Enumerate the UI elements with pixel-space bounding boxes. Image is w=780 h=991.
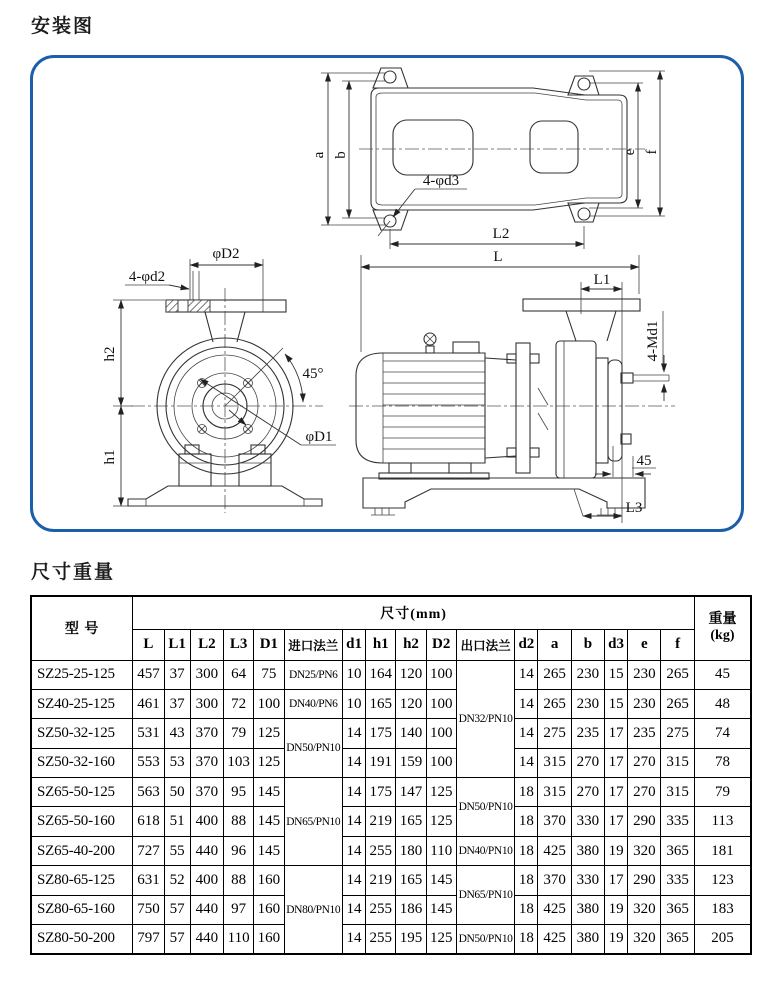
cell-h1: 255 <box>366 925 396 954</box>
cell-L3: 64 <box>224 660 254 689</box>
cell-d3: 17 <box>605 748 628 777</box>
side-view-pump-unit <box>349 272 675 523</box>
cell-L: 563 <box>133 778 164 807</box>
table-row <box>31 719 751 748</box>
col-header-f: f <box>661 629 694 660</box>
cell-f: 335 <box>661 866 694 895</box>
cell-d2: 18 <box>515 778 538 807</box>
cell-D2: 110 <box>426 836 456 865</box>
col-header-L: L <box>133 629 164 660</box>
col-header-L1: L1 <box>164 629 190 660</box>
col-header-a: a <box>538 629 571 660</box>
cell-e: 320 <box>628 836 661 865</box>
col-header-size-group: 尺寸(mm) <box>133 596 695 629</box>
cell-L: 727 <box>133 836 164 865</box>
cell-h2: 180 <box>396 836 426 865</box>
cell-b: 235 <box>571 719 604 748</box>
cell-d2: 18 <box>515 866 538 895</box>
cell-outlet-flange: DN40/PN10 <box>456 836 514 865</box>
cell-e: 290 <box>628 807 661 836</box>
cell-f: 275 <box>661 719 694 748</box>
table-row <box>31 778 751 807</box>
cell-b: 270 <box>571 748 604 777</box>
cell-d2: 18 <box>515 895 538 924</box>
cell-a: 265 <box>538 689 571 718</box>
cell-L3: 103 <box>224 748 254 777</box>
cell-L3: 88 <box>224 807 254 836</box>
cell-L2: 370 <box>190 748 223 777</box>
cell-f: 265 <box>661 660 694 689</box>
cell-a: 265 <box>538 660 571 689</box>
dim-label-4-Md1: 4-Md1 <box>645 320 661 362</box>
cell-D2: 145 <box>426 895 456 924</box>
cell-outlet-flange: DN50/PN10 <box>456 778 514 837</box>
cell-D2: 145 <box>426 866 456 895</box>
cell-D2: 125 <box>426 807 456 836</box>
cell-e: 270 <box>628 778 661 807</box>
dim-label-4-d2: 4-φd2 <box>128 269 166 285</box>
cell-D1: 100 <box>254 689 284 718</box>
cell-inlet-flange: DN40/PN6 <box>284 689 342 718</box>
cell-D2: 125 <box>426 778 456 807</box>
cell-a: 275 <box>538 719 571 748</box>
cell-a: 315 <box>538 748 571 777</box>
table-row <box>31 895 751 924</box>
cell-L3: 110 <box>224 925 254 954</box>
cell-d1: 14 <box>342 925 365 954</box>
dimensions-weight-table <box>30 595 752 955</box>
cell-d2: 18 <box>515 925 538 954</box>
cell-L3: 96 <box>224 836 254 865</box>
cell-weight: 78 <box>694 748 751 777</box>
cell-b: 270 <box>571 778 604 807</box>
cell-weight: 181 <box>694 836 751 865</box>
cell-h2: 165 <box>396 866 426 895</box>
cell-inlet-flange: DN50/PN10 <box>284 719 342 778</box>
cell-d1: 10 <box>342 689 365 718</box>
cell-weight: 123 <box>694 866 751 895</box>
cell-d1: 14 <box>342 895 365 924</box>
weight-header-line1: 重量 <box>708 612 737 628</box>
top-view-baseplate <box>311 68 665 352</box>
cell-d2: 18 <box>515 836 538 865</box>
cell-h2: 165 <box>396 807 426 836</box>
cell-L: 553 <box>133 748 164 777</box>
cell-D1: 160 <box>254 895 284 924</box>
dim-label-L1: L1 <box>593 272 611 288</box>
cell-L2: 370 <box>190 778 223 807</box>
cell-b: 380 <box>571 895 604 924</box>
cell-e: 230 <box>628 660 661 689</box>
cell-h2: 120 <box>396 689 426 718</box>
cell-b: 380 <box>571 836 604 865</box>
cell-D1: 160 <box>254 925 284 954</box>
cell-e: 270 <box>628 748 661 777</box>
cell-model: SZ80-65-125 <box>31 866 133 895</box>
cell-L2: 440 <box>190 925 223 954</box>
dim-label-f: f <box>644 149 660 155</box>
cell-inlet-flange: DN80/PN10 <box>284 866 342 954</box>
cell-L1: 37 <box>164 689 190 718</box>
cell-d3: 17 <box>605 719 628 748</box>
cell-L2: 370 <box>190 719 223 748</box>
cell-L: 461 <box>133 689 164 718</box>
cell-model: SZ80-50-200 <box>31 925 133 954</box>
col-header-d3: d3 <box>605 629 628 660</box>
dim-label-e: e <box>622 148 638 156</box>
dim-label-h1: h1 <box>102 449 118 465</box>
cell-L: 797 <box>133 925 164 954</box>
dim-label-D1: φD1 <box>305 429 333 445</box>
col-header-d1: d1 <box>342 629 365 660</box>
cell-L3: 95 <box>224 778 254 807</box>
cell-D1: 145 <box>254 807 284 836</box>
cell-d1: 14 <box>342 866 365 895</box>
cell-D2: 100 <box>426 660 456 689</box>
col-header-e: e <box>628 629 661 660</box>
cell-L: 631 <box>133 866 164 895</box>
dim-label-4-d3: 4-φd3 <box>422 173 460 189</box>
cell-weight: 74 <box>694 719 751 748</box>
dim-label-h2: h2 <box>102 346 118 362</box>
cell-L2: 400 <box>190 807 223 836</box>
cell-inlet-flange: DN65/PN10 <box>284 778 342 866</box>
table-row <box>31 866 751 895</box>
cell-d3: 17 <box>605 866 628 895</box>
cell-L1: 50 <box>164 778 190 807</box>
cell-f: 315 <box>661 748 694 777</box>
dim-label-45: 45 <box>636 453 652 469</box>
cell-d1: 14 <box>342 719 365 748</box>
cell-L1: 37 <box>164 660 190 689</box>
cell-f: 365 <box>661 895 694 924</box>
dim-label-b: b <box>333 151 349 159</box>
cell-outlet-flange: DN50/PN10 <box>456 925 514 954</box>
cell-b: 330 <box>571 866 604 895</box>
cell-D1: 125 <box>254 748 284 777</box>
cell-f: 335 <box>661 807 694 836</box>
cell-a: 425 <box>538 895 571 924</box>
cell-model: SZ65-50-160 <box>31 807 133 836</box>
front-view-pump <box>102 246 336 513</box>
cell-d2: 14 <box>515 660 538 689</box>
cell-f: 365 <box>661 925 694 954</box>
cell-e: 290 <box>628 866 661 895</box>
cell-e: 235 <box>628 719 661 748</box>
cell-D1: 160 <box>254 866 284 895</box>
col-header-L2: L2 <box>190 629 223 660</box>
cell-L2: 400 <box>190 866 223 895</box>
cell-L: 750 <box>133 895 164 924</box>
cell-L1: 51 <box>164 807 190 836</box>
cell-D1: 145 <box>254 836 284 865</box>
cell-model: SZ65-40-200 <box>31 836 133 865</box>
table-row <box>31 660 751 689</box>
cell-L3: 72 <box>224 689 254 718</box>
col-header-L3: L3 <box>224 629 254 660</box>
cell-weight: 79 <box>694 778 751 807</box>
dim-label-L: L <box>493 249 503 265</box>
cell-model: SZ50-32-160 <box>31 748 133 777</box>
cell-weight: 183 <box>694 895 751 924</box>
cell-a: 370 <box>538 866 571 895</box>
cell-d1: 14 <box>342 807 365 836</box>
cell-h1: 255 <box>366 836 396 865</box>
cell-L1: 43 <box>164 719 190 748</box>
cell-a: 315 <box>538 778 571 807</box>
cell-outlet-flange: DN65/PN10 <box>456 866 514 925</box>
cell-d2: 14 <box>515 719 538 748</box>
cell-L1: 57 <box>164 925 190 954</box>
cell-weight: 45 <box>694 660 751 689</box>
table-row <box>31 748 751 777</box>
cell-b: 330 <box>571 807 604 836</box>
col-header-weight <box>694 596 751 660</box>
dim-label-L3: L3 <box>625 500 643 516</box>
cell-d1: 14 <box>342 748 365 777</box>
cell-a: 425 <box>538 836 571 865</box>
cell-d3: 17 <box>605 778 628 807</box>
cell-L2: 440 <box>190 895 223 924</box>
col-header-b: b <box>571 629 604 660</box>
cell-d1: 10 <box>342 660 365 689</box>
dim-label-L2: L2 <box>492 226 510 242</box>
cell-model: SZ80-65-160 <box>31 895 133 924</box>
cell-d3: 19 <box>605 895 628 924</box>
cell-h2: 159 <box>396 748 426 777</box>
cell-D1: 145 <box>254 778 284 807</box>
cell-model: SZ50-32-125 <box>31 719 133 748</box>
col-header-h2: h2 <box>396 629 426 660</box>
cell-D2: 125 <box>426 925 456 954</box>
cell-d3: 19 <box>605 925 628 954</box>
cell-d3: 15 <box>605 660 628 689</box>
cell-h2: 120 <box>396 660 426 689</box>
cell-L2: 300 <box>190 660 223 689</box>
cell-e: 320 <box>628 895 661 924</box>
cell-L1: 57 <box>164 895 190 924</box>
cell-L1: 53 <box>164 748 190 777</box>
dim-label-a: a <box>311 151 327 159</box>
cell-weight: 113 <box>694 807 751 836</box>
col-header-model: 型 号 <box>31 596 133 660</box>
cell-L2: 300 <box>190 689 223 718</box>
cell-h1: 164 <box>366 660 396 689</box>
table-row <box>31 689 751 718</box>
installation-diagram-panel <box>30 55 744 532</box>
cell-d3: 17 <box>605 807 628 836</box>
cell-h1: 175 <box>366 778 396 807</box>
cell-f: 265 <box>661 689 694 718</box>
cell-weight: 205 <box>694 925 751 954</box>
cell-h1: 255 <box>366 895 396 924</box>
cell-e: 320 <box>628 925 661 954</box>
cell-inlet-flange: DN25/PN6 <box>284 660 342 689</box>
cell-h2: 147 <box>396 778 426 807</box>
cell-model: SZ40-25-125 <box>31 689 133 718</box>
col-header-h1: h1 <box>366 629 396 660</box>
cell-outlet-flange: DN32/PN10 <box>456 660 514 778</box>
cell-d2: 14 <box>515 748 538 777</box>
cell-d1: 14 <box>342 836 365 865</box>
cell-a: 425 <box>538 925 571 954</box>
cell-b: 380 <box>571 925 604 954</box>
dim-label-D2: φD2 <box>212 246 240 262</box>
col-header-D2: D2 <box>426 629 456 660</box>
cell-L1: 55 <box>164 836 190 865</box>
cell-D1: 75 <box>254 660 284 689</box>
cell-d2: 14 <box>515 689 538 718</box>
cell-h1: 165 <box>366 689 396 718</box>
cell-h2: 186 <box>396 895 426 924</box>
cell-L1: 52 <box>164 866 190 895</box>
installation-diagram-title: 安装图 <box>31 15 95 37</box>
cell-d1: 14 <box>342 778 365 807</box>
cell-h1: 219 <box>366 866 396 895</box>
cell-h2: 195 <box>396 925 426 954</box>
col-header-outlet-flange: 出口法兰 <box>456 629 514 660</box>
cell-L: 457 <box>133 660 164 689</box>
cell-d2: 18 <box>515 807 538 836</box>
cell-f: 365 <box>661 836 694 865</box>
cell-D1: 125 <box>254 719 284 748</box>
cell-h1: 191 <box>366 748 396 777</box>
dimensions-weight-title: 尺寸重量 <box>31 561 116 583</box>
cell-D2: 100 <box>426 748 456 777</box>
cell-model: SZ65-50-125 <box>31 778 133 807</box>
installation-diagram <box>33 58 741 529</box>
cell-d3: 15 <box>605 689 628 718</box>
cell-b: 230 <box>571 689 604 718</box>
cell-D2: 100 <box>426 689 456 718</box>
cell-model: SZ25-25-125 <box>31 660 133 689</box>
cell-L: 531 <box>133 719 164 748</box>
cell-weight: 48 <box>694 689 751 718</box>
cell-L: 618 <box>133 807 164 836</box>
dim-label-angle-45: 45° <box>302 366 324 382</box>
table-row <box>31 807 751 836</box>
cell-h1: 175 <box>366 719 396 748</box>
cell-e: 230 <box>628 689 661 718</box>
col-header-inlet-flange: 进口法兰 <box>284 629 342 660</box>
weight-header-line2: (kg) <box>710 628 735 644</box>
table-row <box>31 925 751 954</box>
col-header-d2: d2 <box>515 629 538 660</box>
cell-L2: 440 <box>190 836 223 865</box>
cell-D2: 100 <box>426 719 456 748</box>
col-header-D1: D1 <box>254 629 284 660</box>
cell-d3: 19 <box>605 836 628 865</box>
cell-f: 315 <box>661 778 694 807</box>
cell-L3: 97 <box>224 895 254 924</box>
cell-L3: 88 <box>224 866 254 895</box>
cell-a: 370 <box>538 807 571 836</box>
cell-b: 230 <box>571 660 604 689</box>
cell-L3: 79 <box>224 719 254 748</box>
cell-h1: 219 <box>366 807 396 836</box>
table-row <box>31 836 751 865</box>
cell-h2: 140 <box>396 719 426 748</box>
